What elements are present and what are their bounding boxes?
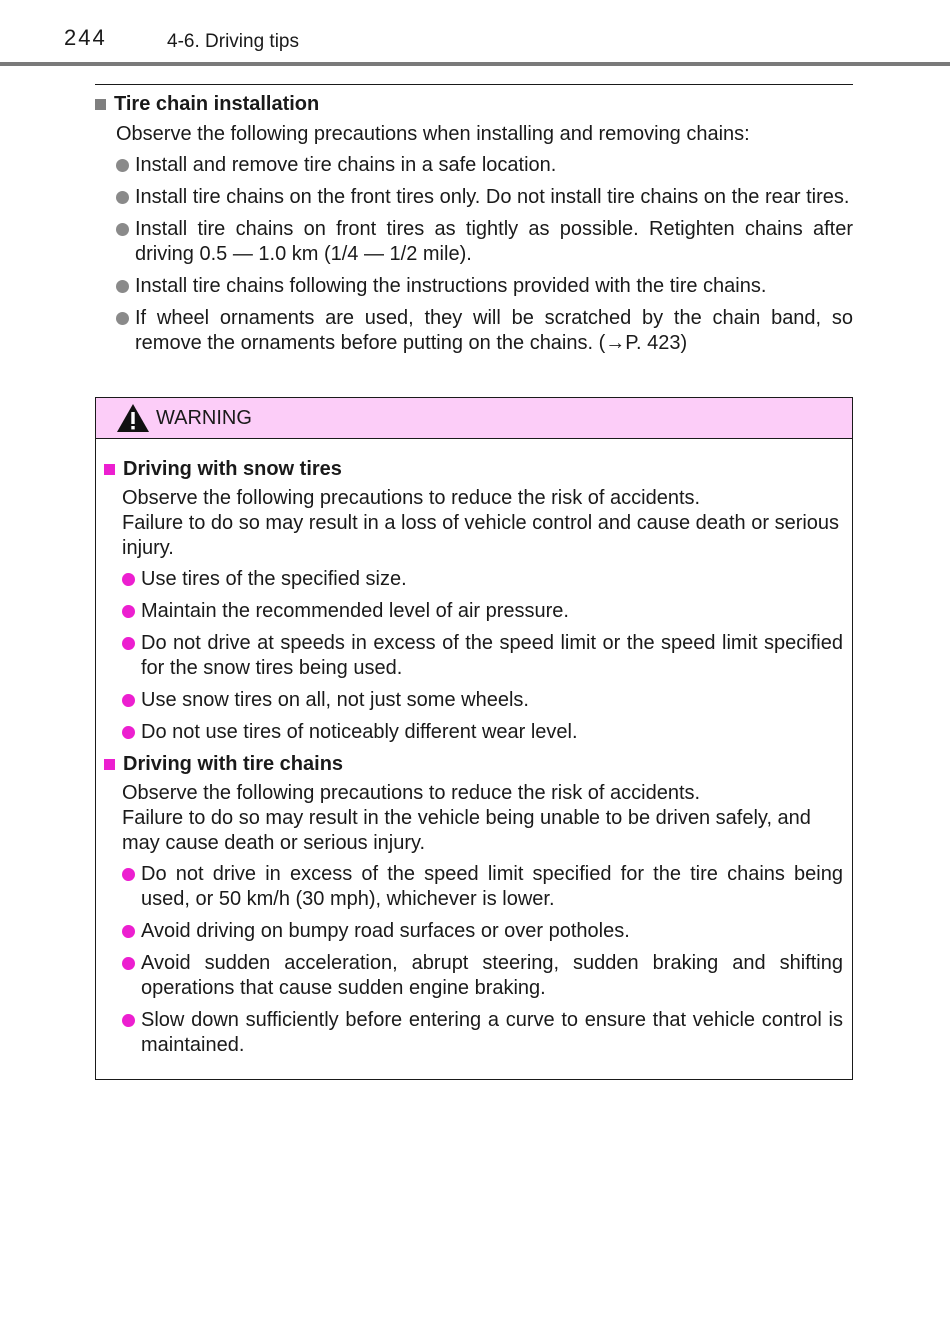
bullet-dot-icon bbox=[122, 573, 135, 586]
warning-label: WARNING bbox=[156, 406, 252, 429]
list-item-text: Slow down sufficiently before entering a curve to ensure that vehicle control is maintained. bbox=[141, 1009, 843, 1056]
bullet-dot-icon bbox=[116, 312, 129, 325]
content-top-rule bbox=[95, 84, 853, 85]
square-bullet-icon bbox=[104, 759, 115, 770]
list-item-text: Install and remove tire chains in a safe location. bbox=[135, 154, 557, 176]
list-item-text: Do not use tires of noticeably different wear level. bbox=[141, 721, 578, 743]
list-item-text: Use tires of the specified size. bbox=[141, 568, 407, 590]
warning-box bbox=[95, 397, 853, 1080]
list-item bbox=[116, 217, 853, 267]
list-item bbox=[122, 951, 843, 1001]
list-item bbox=[122, 567, 843, 592]
heading-text: Tire chain installation bbox=[114, 93, 320, 115]
bullet-dot-icon bbox=[122, 1014, 135, 1027]
warning-section-heading bbox=[104, 457, 843, 482]
bullet-dot-icon bbox=[122, 957, 135, 970]
section-heading bbox=[95, 92, 853, 117]
paragraph: Observe the following precautions to reduce the risk of accidents. bbox=[122, 487, 701, 509]
bullet-dot-icon bbox=[122, 726, 135, 739]
bullet-dot-icon bbox=[122, 637, 135, 650]
warning-body bbox=[96, 439, 852, 1058]
warning-header bbox=[96, 398, 852, 439]
section-title: 4-6. Driving tips bbox=[167, 31, 299, 52]
list-item bbox=[116, 274, 853, 299]
bullet-dot-icon bbox=[116, 280, 129, 293]
page-header bbox=[0, 0, 950, 68]
square-bullet-icon bbox=[95, 99, 106, 110]
list-item bbox=[122, 631, 843, 681]
bullet-dot-icon bbox=[122, 925, 135, 938]
header-rule bbox=[0, 62, 950, 66]
list-item-text: Avoid driving on bumpy road surfaces or over potholes. bbox=[141, 920, 630, 942]
paragraph: Observe the following precautions to reduce the risk of accidents. bbox=[122, 782, 701, 804]
paragraph: Failure to do so may result in the vehicle being unable to be driven safely, and may cause death or serious injury. bbox=[122, 807, 811, 854]
list-item-text: Use snow tires on all, not just some wheels. bbox=[141, 689, 529, 711]
list-item bbox=[116, 306, 853, 356]
square-bullet-icon bbox=[104, 464, 115, 475]
bullet-dot-icon bbox=[122, 694, 135, 707]
list-item bbox=[116, 185, 853, 210]
tire-chain-installation-section bbox=[95, 92, 853, 363]
page-number: 244 bbox=[64, 25, 107, 50]
list-item bbox=[122, 1008, 843, 1058]
bullet-dot-icon bbox=[116, 191, 129, 204]
list-item-text: Install tire chains on the front tires only. Do not install tire chains on the rear tires. bbox=[135, 186, 850, 208]
list-item bbox=[122, 720, 843, 745]
paragraph: Failure to do so may result in a loss of vehicle control and cause death or serious injury. bbox=[122, 512, 840, 559]
list-item-text: Do not drive in excess of the speed limit specified for the tire chains being used, or 50 km/h (30 mph), whichever is lower. bbox=[141, 863, 843, 910]
heading-text: Driving with tire chains bbox=[123, 753, 344, 775]
list-item bbox=[122, 599, 843, 624]
list-item bbox=[122, 688, 843, 713]
list-item bbox=[116, 153, 853, 178]
list-item-text: Avoid sudden acceleration, abrupt steering, sudden braking and shifting operations that cause sudden engine braking. bbox=[141, 952, 843, 999]
intro-text: Observe the following precautions when installing and removing chains: bbox=[116, 123, 750, 145]
list-item-text: Install tire chains following the instructions provided with the tire chains. bbox=[135, 275, 767, 297]
list-item-text: If wheel ornaments are used, they will be scratched by the chain band, so remove the ornaments before putting on the chains. (→P. 423) bbox=[135, 307, 853, 354]
list-item-text: Do not drive at speeds in excess of the speed limit or the speed limit specified for the snow tires being used. bbox=[141, 632, 843, 679]
list-item bbox=[122, 919, 843, 944]
warning-section-heading bbox=[104, 752, 843, 777]
list-item-text: Maintain the recommended level of air pressure. bbox=[141, 600, 569, 622]
bullet-dot-icon bbox=[122, 605, 135, 618]
list-item-text: Install tire chains on front tires as tightly as possible. Retighten chains after driving 0.5 — 1.0 km (1/4 — 1/2 mile). bbox=[135, 218, 853, 265]
list-item bbox=[122, 862, 843, 912]
heading-text: Driving with snow tires bbox=[123, 458, 342, 480]
warning-triangle-icon bbox=[116, 403, 150, 433]
bullet-dot-icon bbox=[116, 223, 129, 236]
bullet-dot-icon bbox=[116, 159, 129, 172]
bullet-dot-icon bbox=[122, 868, 135, 881]
